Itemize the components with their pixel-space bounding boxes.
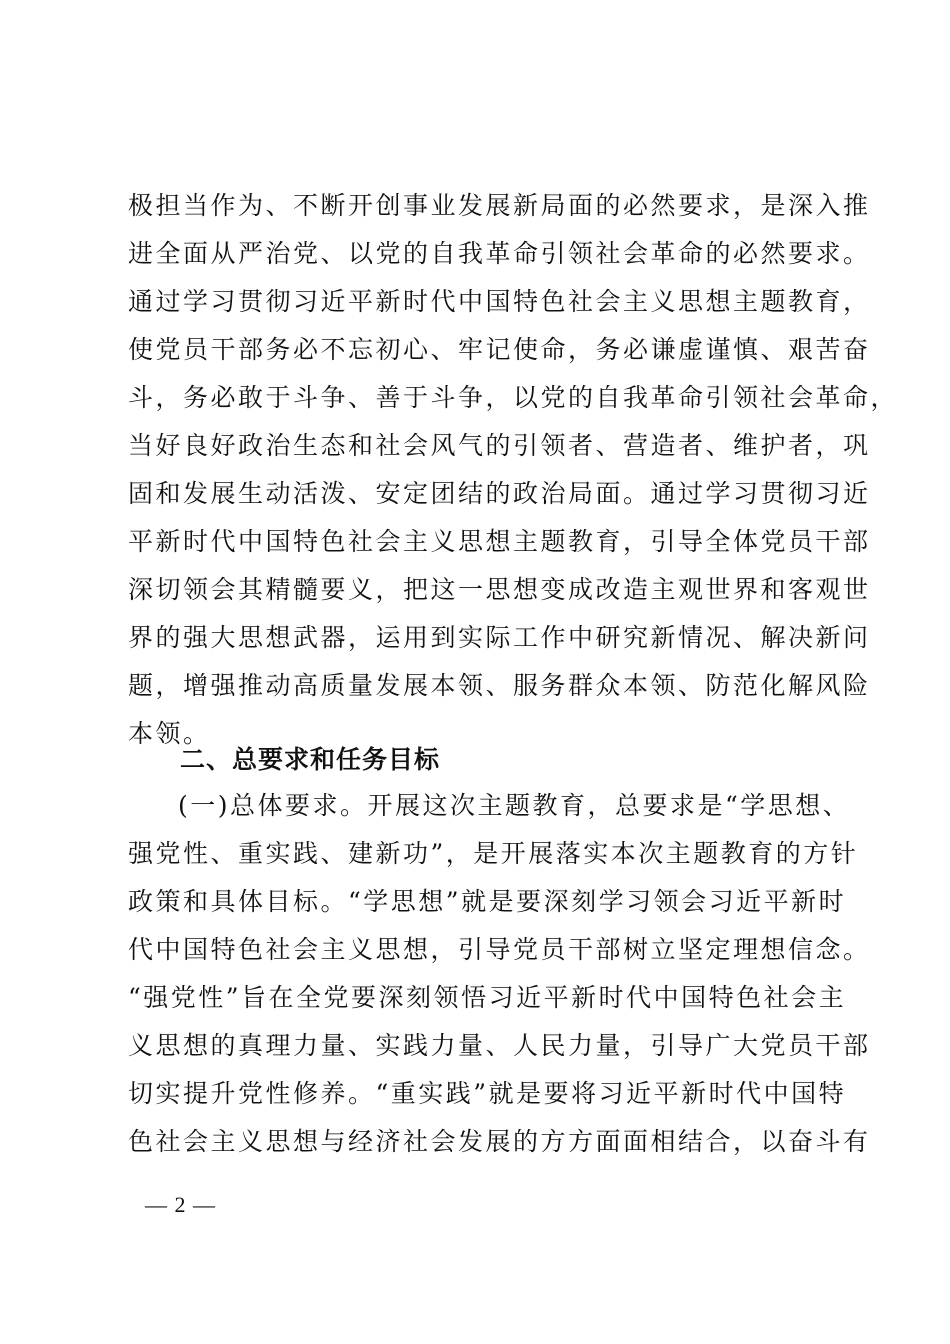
section-heading: 二、总要求和任务目标: [180, 745, 441, 774]
body-text-line: 色社会主义思想与经济社会发展的方方面面相结合，以奋斗有: [128, 1127, 871, 1156]
body-text-line: 平新时代中国特色社会主义思想主题教育，引导全体党员干部: [128, 527, 871, 556]
body-text-line: 进全面从严治党、以党的自我革命引领社会革命的必然要求。: [128, 239, 871, 268]
body-text-line: 当好良好政治生态和社会风气的引领者、营造者、维护者，巩: [128, 431, 871, 460]
body-text-line: 题，增强推动高质量发展本领、服务群众本领、防范化解风险: [128, 671, 871, 700]
body-text-line: 极担当作为、不断开创事业发展新局面的必然要求，是深入推: [128, 191, 871, 220]
body-text-line: (一)总体要求。开展这次主题教育，总要求是“学思想、: [178, 791, 851, 820]
body-text-line: 义思想的真理力量、实践力量、人民力量，引导广大党员干部: [128, 1031, 871, 1060]
body-text-line: “强党性”旨在全党要深刻领悟习近平新时代中国特色社会主: [128, 983, 847, 1012]
body-text-line: 通过学习贯彻习近平新时代中国特色社会主义思想主题教育，: [128, 287, 871, 316]
body-text-line: 固和发展生动活泼、安定团结的政治局面。通过学习贯彻习近: [128, 479, 871, 508]
body-text-line: 代中国特色社会主义思想，引导党员干部树立坚定理想信念。: [128, 935, 871, 964]
body-text-line: 斗，务必敢于斗争、善于斗争，以党的自我革命引领社会革命，: [128, 383, 899, 412]
body-text-line: 界的强大思想武器，运用到实际工作中研究新情况、解决新问: [128, 623, 871, 652]
body-text-line: 政策和具体目标。“学思想”就是要深刻学习领会习近平新时: [128, 887, 847, 916]
body-text-line: 切实提升党性修养。“重实践”就是要将习近平新时代中国特: [128, 1079, 847, 1108]
body-text-line: 强党性、重实践、建新功”，是开展落实本次主题教育的方针: [128, 839, 859, 868]
body-text-line: 本领。: [128, 719, 211, 748]
body-text-line: 深切领会其精髓要义，把这一思想变成改造主观世界和客观世: [128, 575, 871, 604]
body-text-line: 使党员干部务必不忘初心、牢记使命，务必谦虚谨慎、艰苦奋: [128, 335, 871, 364]
page-number: — 2 —: [145, 1192, 216, 1217]
